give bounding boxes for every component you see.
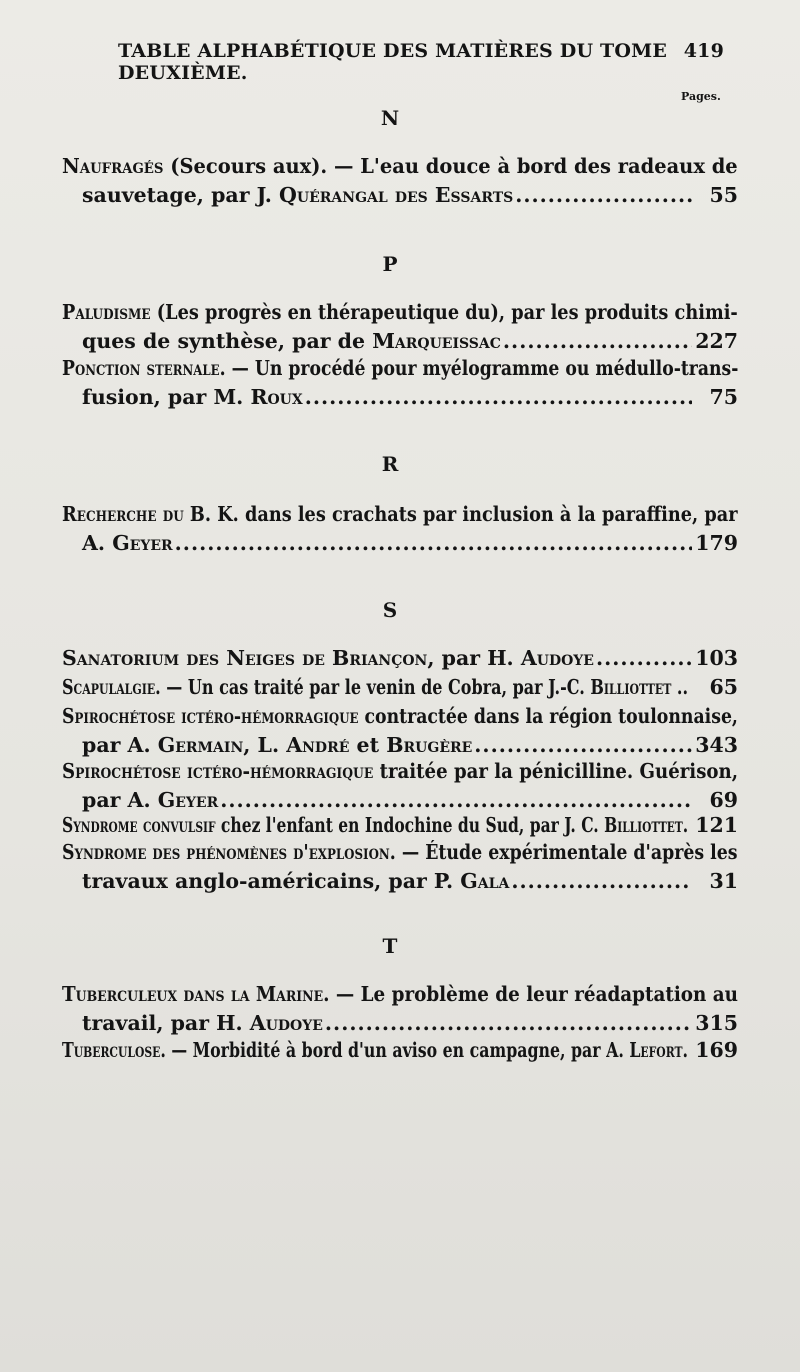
section-letter-t: T xyxy=(382,934,398,958)
index-entry: Paludisme (Les progrès en thérapeutique du), par les produits chimi- ques de synthèse, par de Marqueissac ..... 227 xyxy=(62,298,738,356)
index-entry: Scapulalgie. — Un cas traité par le venin de Cobra, par J.-C. Billiottet .. 65 xyxy=(62,673,738,702)
page-ref: 169 xyxy=(695,1038,738,1062)
running-header xyxy=(118,40,724,84)
page-ref: 65 xyxy=(709,675,738,699)
section-letter-p: P xyxy=(382,252,398,276)
page-ref: 75 xyxy=(709,385,738,409)
page-ref: 31 xyxy=(709,869,738,893)
index-entry: Tuberculeux dans la Marine. — Le problème de leur réadaptation au travail, par H. Audoye ..... 315 xyxy=(62,980,738,1038)
index-entry: Ponction sternale. — Un procédé pour myélogramme ou médullo-trans- fusion, par M. Roux ..... 75 xyxy=(62,354,738,412)
page-ref: 179 xyxy=(695,531,738,555)
header-page-number: 419 xyxy=(683,40,724,62)
page-ref: 315 xyxy=(695,1011,738,1035)
index-entry: Sanatorium des Neiges de Briançon, par H. Audoye ..... 103 xyxy=(62,644,738,673)
index-entry: Syndrome des phénomènes d'explosion. — Étude expérimentale d'après les travaux anglo-américains, par P. Gala ..... 31 xyxy=(62,838,738,896)
section-letter-s: S xyxy=(382,598,398,622)
index-entry: Syndrome convulsif chez l'enfant en Indochine du Sud, par J. C. Billiottet. 121 xyxy=(62,811,738,840)
page-ref: 343 xyxy=(695,733,738,757)
index-entry: Spirochétose ictéro-hémorragique traitée par la pénicilline. Guérison, par A. Geyer ..... 69 xyxy=(62,757,738,815)
page-ref: 121 xyxy=(695,813,738,837)
page-ref: 69 xyxy=(709,788,738,812)
page-ref: 55 xyxy=(709,183,738,207)
page-ref: 103 xyxy=(695,646,738,670)
section-letter-n: N xyxy=(380,106,400,130)
pages-column-label: Pages. xyxy=(681,90,721,103)
index-entry: Recherche du B. K. dans les crachats par inclusion à la paraffine, par A. Geyer ..... 179 xyxy=(62,500,738,558)
index-entry: Tuberculose. — Morbidité à bord d'un aviso en campagne, par A. Lefort. 169 xyxy=(62,1036,738,1065)
index-entry: Spirochétose ictéro-hémorragique contractée dans la région toulonnaise, par A. Germain, L. André et Brugère ..... 343 xyxy=(62,702,738,760)
index-entry: Naufragés (Secours aux). — L'eau douce à bord des radeaux de sauvetage, par J. Quérangal des Essarts ..... 55 xyxy=(62,152,738,210)
section-letter-r: R xyxy=(381,452,399,476)
header-title: TABLE ALPHABÉTIQUE DES MATIÈRES DU TOME DEUXIÈME. xyxy=(118,40,668,84)
page-ref: 227 xyxy=(695,329,738,353)
